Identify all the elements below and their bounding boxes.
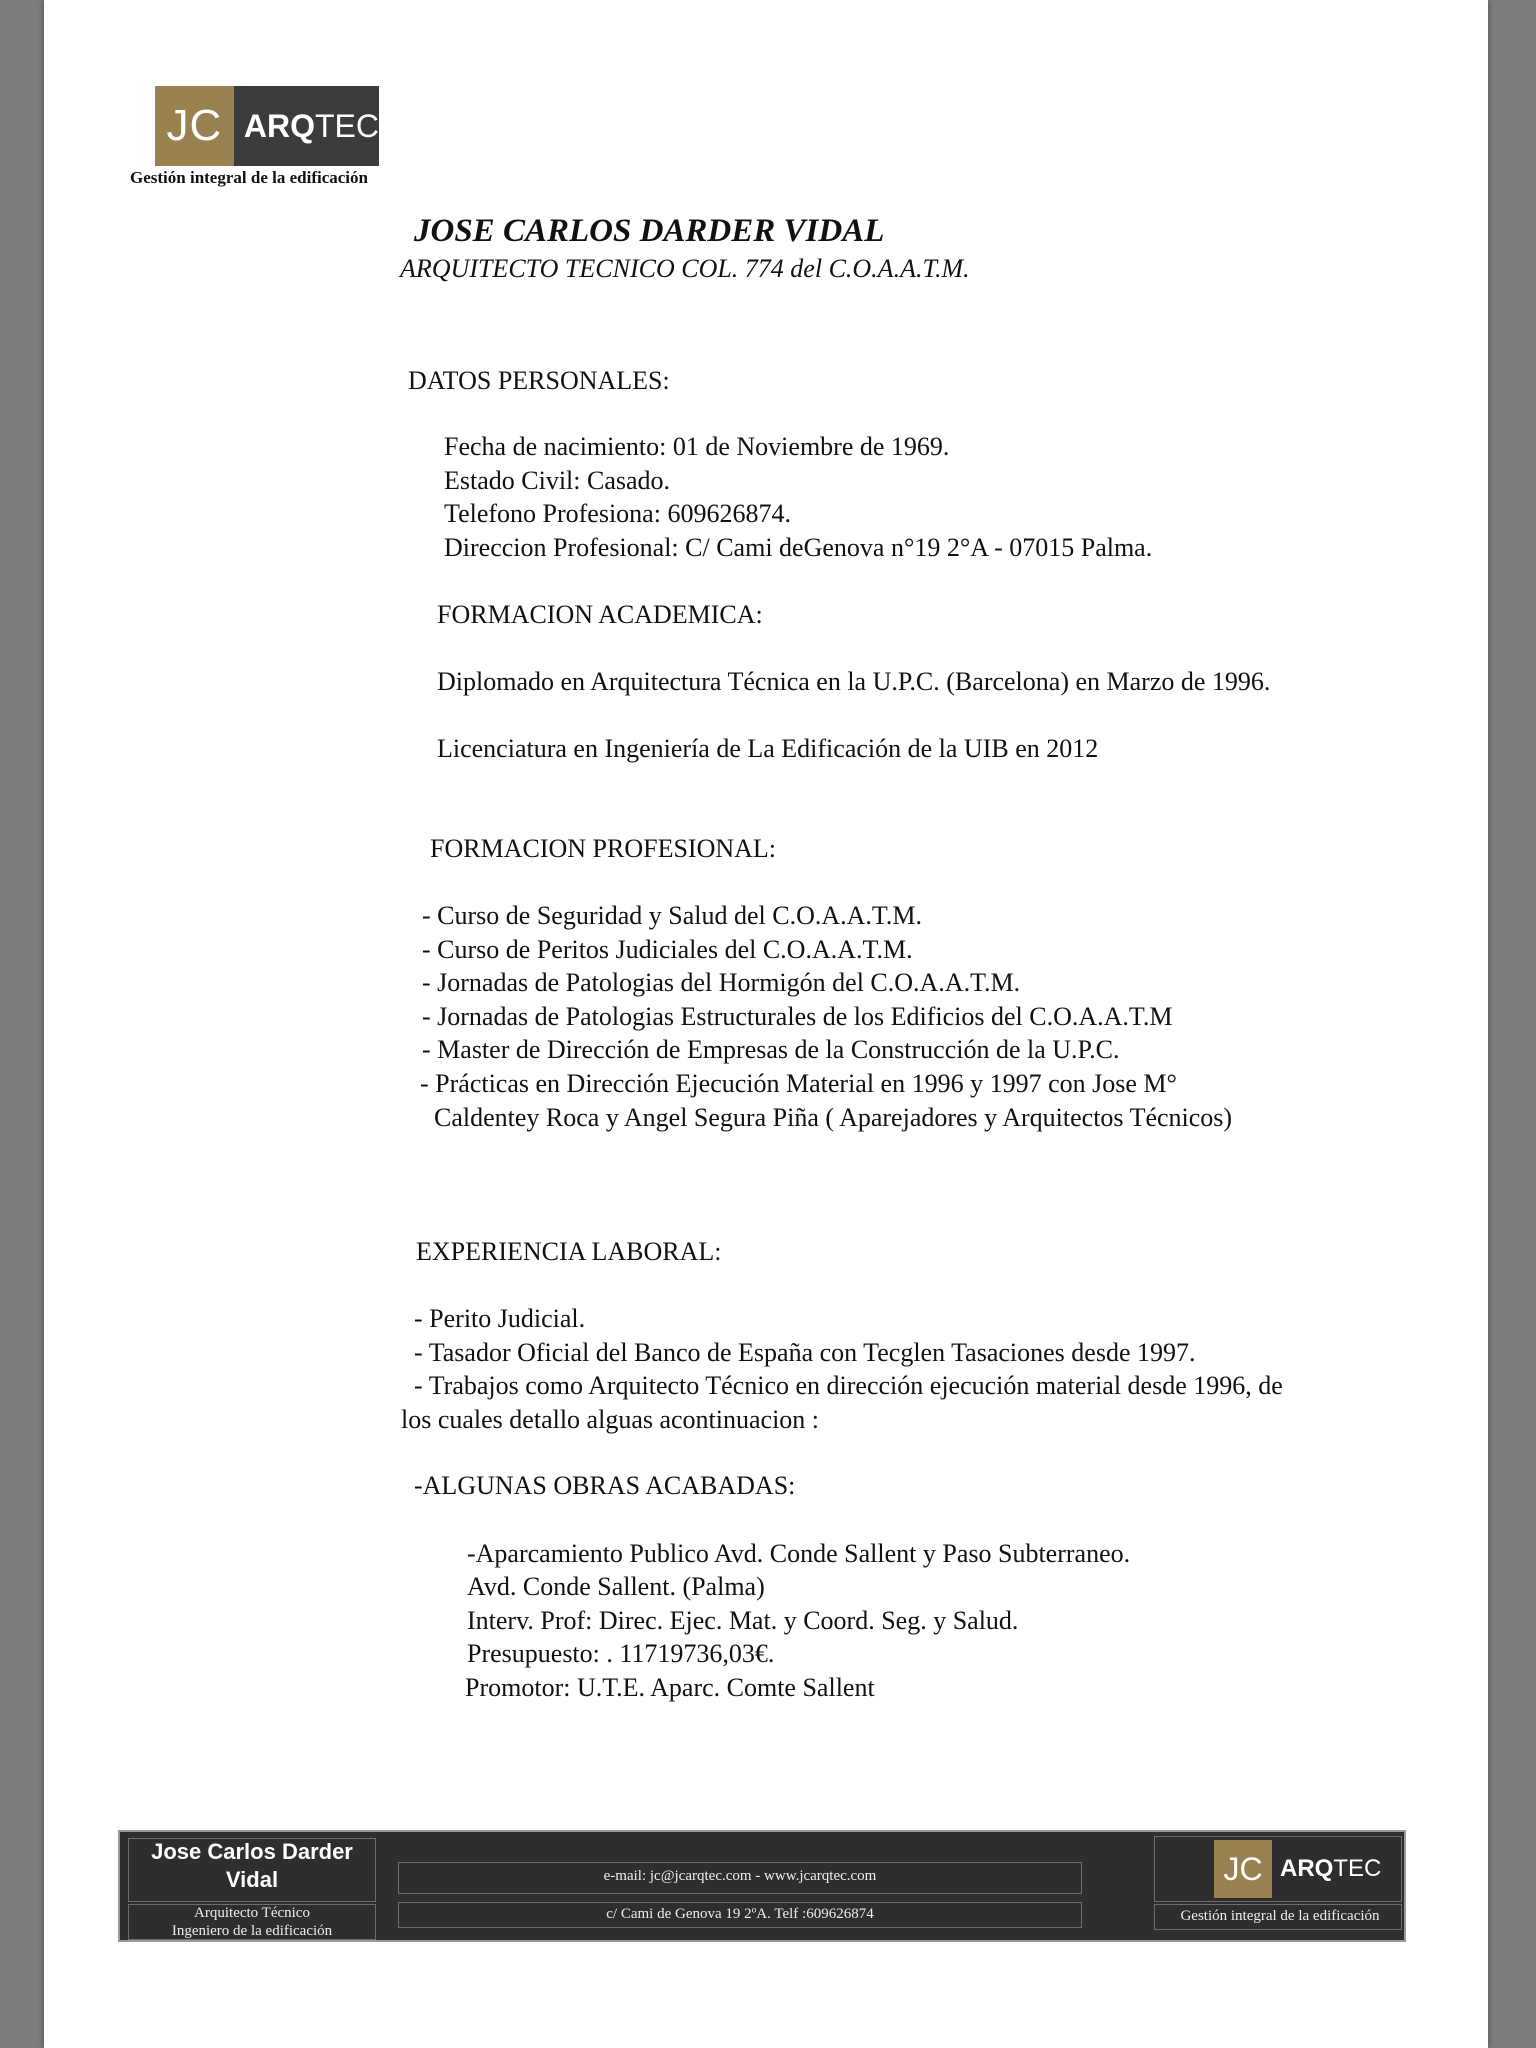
logo-arq: ARQ [243, 107, 315, 144]
footer-tagline: Gestión integral de la edificación [1180, 1908, 1380, 1924]
footer-name-line: Jose Carlos Darder [151, 1839, 353, 1864]
page-footer [118, 1830, 1406, 1942]
profesional-line: - Jornadas de Patologias Estructurales de los Edificios del C.O.A.A.T.M [422, 1002, 1173, 1031]
company-logo [155, 86, 379, 166]
obras-line: Avd. Conde Sallent. (Palma) [467, 1572, 765, 1601]
footer-logo-arq: ARQ [1280, 1855, 1334, 1882]
section-heading-obras: -ALGUNAS OBRAS ACABADAS: [414, 1471, 796, 1500]
datos-line: Telefono Profesiona: 609626874. [444, 499, 791, 528]
footer-name-line: Vidal [225, 1867, 279, 1892]
section-heading-academica: FORMACION ACADEMICA: [437, 600, 763, 629]
profesional-line: - Prácticas en Dirección Ejecución Material en 1996 y 1997 con Jose M° [420, 1069, 1177, 1098]
footer-logo-jc: JC [1214, 1840, 1272, 1898]
datos-line: Fecha de nacimiento: 01 de Noviembre de 1969. [444, 432, 950, 461]
obras-line: Promotor: U.T.E. Aparc. Comte Sallent [465, 1673, 875, 1702]
section-heading-profesional: FORMACION PROFESIONAL: [430, 834, 776, 863]
footer-role-line: Arquitecto Técnico [194, 1905, 310, 1921]
profesional-line: Caldentey Roca y Angel Segura Piña ( Aparejadores y Arquitectos Técnicos) [434, 1103, 1233, 1132]
person-name: JOSE CARLOS DARDER VIDAL [414, 213, 885, 249]
footer-logo-tec: TEC [1333, 1855, 1382, 1882]
datos-line: Direccion Profesional: C/ Cami deGenova n°19 2°A - 07015 Palma. [444, 533, 1153, 562]
profesional-line: - Curso de Seguridad y Salud del C.O.A.A.T.M. [422, 901, 922, 930]
logo-tec: TEC [315, 107, 379, 144]
footer-role [130, 1904, 374, 1940]
footer-logo-arqtec [1272, 1840, 1394, 1898]
obras-line: Presupuesto: . 11719736,03€. [467, 1639, 775, 1668]
obras-line: Interv. Prof: Direc. Ejec. Mat. y Coord. Seg. y Salud. [467, 1606, 1019, 1635]
footer-address: c/ Cami de Genova 19 2ºA. Telf :609626874 [606, 1906, 874, 1922]
profesional-line: - Jornadas de Patologias del Hormigón del C.O.A.A.T.M. [422, 968, 1021, 997]
section-heading-datos: DATOS PERSONALES: [408, 366, 670, 395]
footer-role-line: Ingeniero de la edificación [171, 1923, 333, 1939]
profesional-line: - Master de Dirección de Empresas de la Construcción de la U.P.C. [422, 1035, 1120, 1064]
experiencia-line: los cuales detallo alguas acontinuacion : [401, 1405, 820, 1434]
academica-line: Licenciatura en Ingeniería de La Edificación de la UIB en 2012 [437, 734, 1099, 763]
experiencia-line: - Tasador Oficial del Banco de España con Tecglen Tasaciones desde 1997. [414, 1338, 1196, 1367]
experiencia-line: - Perito Judicial. [414, 1304, 586, 1333]
section-heading-experiencia: EXPERIENCIA LABORAL: [416, 1237, 722, 1266]
logo-arqtec-text [234, 86, 379, 166]
obras-line: -Aparcamiento Publico Avd. Conde Sallent y Paso Subterraneo. [467, 1539, 1131, 1568]
logo-tagline: Gestión integral de la edificación [130, 168, 368, 187]
academica-line: Diplomado en Arquitectura Técnica en la U.P.C. (Barcelona) en Marzo de 1996. [437, 667, 1271, 696]
profesional-line: - Curso de Peritos Judiciales del C.O.A.A.T.M. [422, 935, 913, 964]
experiencia-line: - Trabajos como Arquitecto Técnico en dirección ejecución material desde 1996, de [414, 1371, 1283, 1400]
footer-email: e-mail: jc@jcarqtec.com - www.jcarqtec.com [603, 1868, 877, 1884]
document-page [44, 0, 1488, 2048]
logo-jc-mark: JC [155, 86, 234, 166]
person-title: ARQUITECTO TECNICO COL. 774 del C.O.A.A.T.M. [400, 254, 970, 283]
footer-name [130, 1838, 374, 1902]
datos-line: Estado Civil: Casado. [444, 466, 671, 495]
footer-logo [1214, 1840, 1394, 1898]
